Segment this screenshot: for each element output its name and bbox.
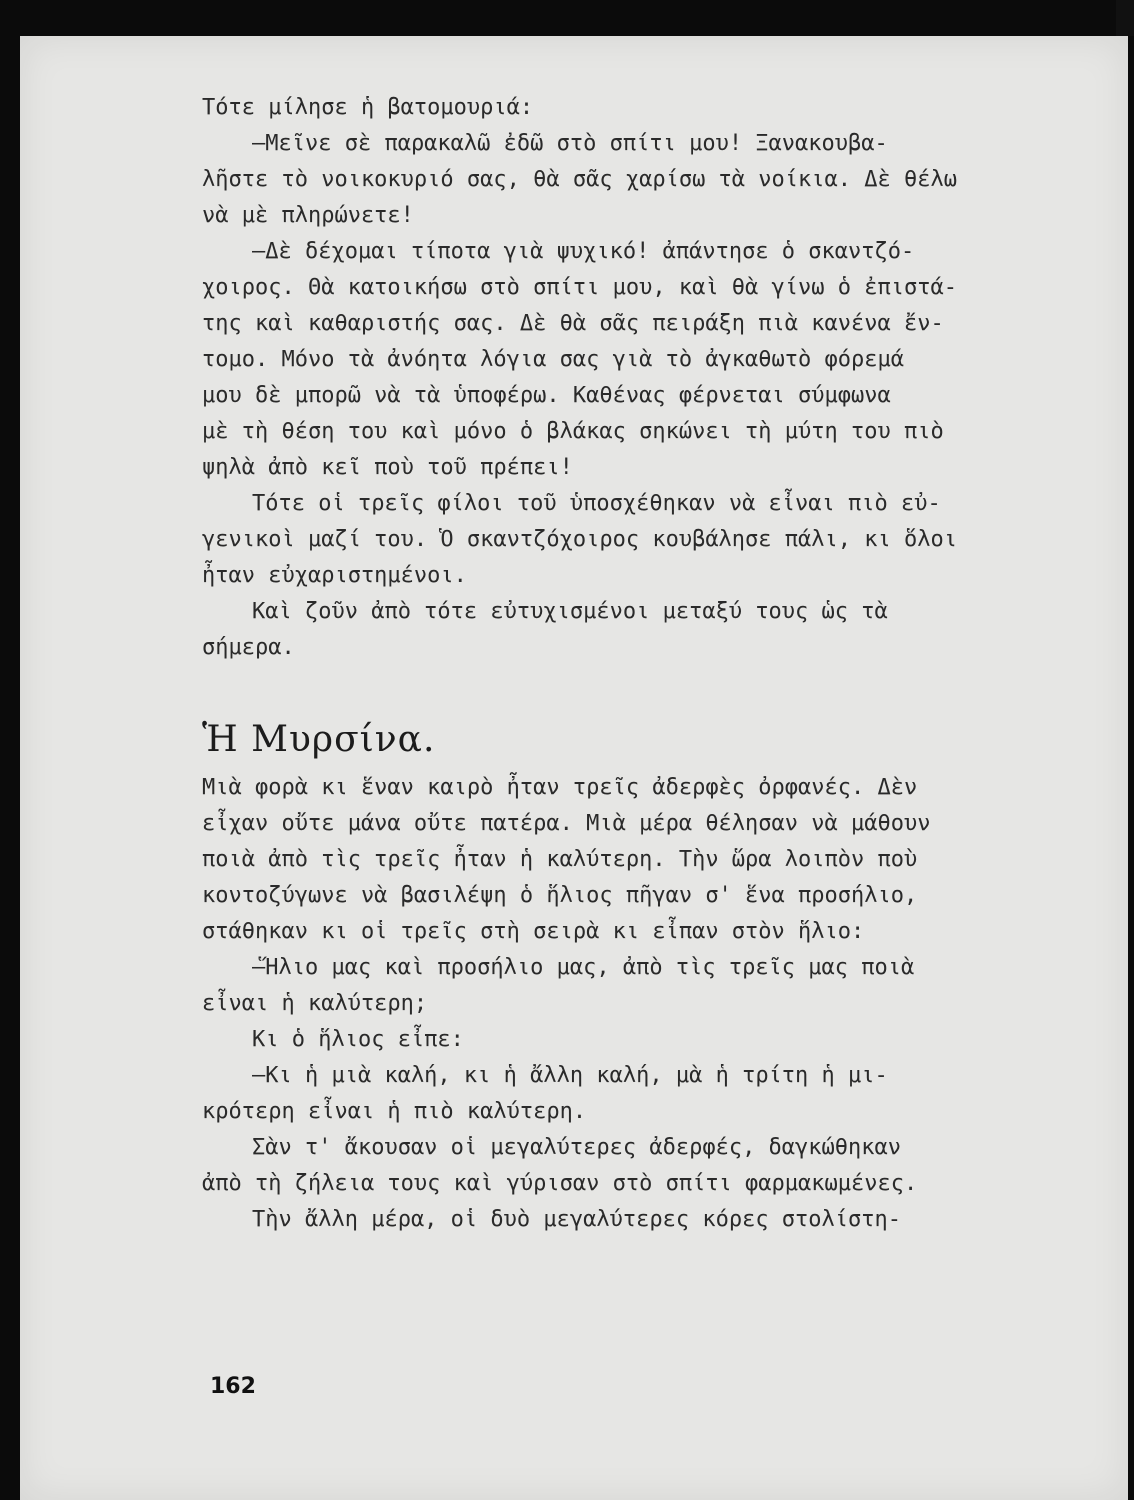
paragraph-line: Τότε οἱ τρεῖς φίλοι τοῦ ὑποσχέθηκαν νὰ εἶναι πιὸ εὐ- (252, 491, 941, 516)
scan-corner-mark (1116, 0, 1134, 36)
paragraph-line: σήμερα. (202, 635, 295, 660)
page-text (202, 90, 1018, 1238)
paragraph-line: χοιρος. Θὰ κατοικήσω στὸ σπίτι μου, καὶ θὰ γίνω ὁ ἐπιστά- (202, 275, 957, 300)
paragraph-line: Μιὰ φορὰ κι ἕναν καιρὸ ἦταν τρεῖς ἀδερφὲς ὀρφανές. Δὲν (202, 775, 918, 800)
paragraph-line: Σὰν τ' ἄκουσαν οἱ μεγαλύτερες ἀδερφές, δαγκώθηκαν (252, 1135, 902, 1160)
paragraph-line: Τὴν ἄλλη μέρα, οἱ δυὸ μεγαλύτερες κόρες στολίστη- (252, 1207, 902, 1232)
section-spacer (202, 666, 1018, 712)
paragraph-line: μὲ τὴ θέση του καὶ μόνο ὁ βλάκας σηκώνει τὴ μύτη του πιὸ (202, 419, 944, 444)
paragraph-line: κοντοζύγωνε νὰ βασιλέψη ὁ ἥλιος πῆγαν σ' ἕνα προσήλιο, (202, 883, 918, 908)
paragraph-line: νὰ μὲ πληρώνετε! (202, 203, 414, 228)
paragraph-line: —Κι ἡ μιὰ καλή, κι ἡ ἄλλη καλή, μὰ ἡ τρίτη ἡ μι- (252, 1063, 888, 1088)
paragraph-line: —Δὲ δέχομαι τίποτα γιὰ ψυχικό! ἀπάντησε ὁ σκαντζό- (252, 239, 915, 264)
paragraph-line: ποιὰ ἀπὸ τὶς τρεῖς ἦταν ἡ καλύτερη. Τὴν ὥρα λοιπὸν ποὺ (202, 847, 918, 872)
paragraph-line: Τότε μίλησε ἡ βατομουριά: (202, 95, 534, 120)
page-number: 162 (210, 1374, 256, 1399)
paragraph-line: τομο. Μόνο τὰ ἀνόητα λόγια σας γιὰ τὸ ἀγκαθωτὸ φόρεμά (202, 347, 904, 372)
paragraph-line: —Ἥλιο μας καὶ προσήλιο μας, ἀπὸ τὶς τρεῖς μας ποιὰ (252, 955, 915, 980)
paragraph-line: ἦταν εὐχαριστημένοι. (202, 563, 467, 588)
section-heading: Ἡ Μυρσίνα. (202, 719, 436, 760)
paragraph-line: —Μεῖνε σὲ παρακαλῶ ἐδῶ στὸ σπίτι μου! Ξανακουβα- (252, 131, 888, 156)
paragraph-line: ψηλὰ ἀπὸ κεῖ ποὺ τοῦ πρέπει! (202, 455, 573, 480)
paragraph-line: στάθηκαν κι οἱ τρεῖς στὴ σειρὰ κι εἶπαν στὸν ἥλιο: (202, 919, 865, 944)
paragraph-line: εἶναι ἡ καλύτερη; (202, 991, 428, 1016)
paragraph-line: της καὶ καθαριστής σας. Δὲ θὰ σᾶς πειράξη πιὰ κανένα ἔν- (202, 311, 944, 336)
paragraph-line: Κι ὁ ἥλιος εἶπε: (252, 1027, 464, 1052)
paragraph-line: κρότερη εἶναι ἡ πιὸ καλύτερη. (202, 1099, 587, 1124)
paragraph-line: λῆστε τὸ νοικοκυριό σας, θὰ σᾶς χαρίσω τὰ νοίκια. Δὲ θέλω (202, 167, 957, 192)
paragraph-line: ἀπὸ τὴ ζήλεια τους καὶ γύρισαν στὸ σπίτι φαρμακωμένες. (202, 1171, 918, 1196)
paragraph-line: Καὶ ζοῦν ἀπὸ τότε εὐτυχισμένοι μεταξύ τους ὡς τὰ (252, 599, 888, 624)
paragraph-line: γενικοὶ μαζί του. Ὁ σκαντζόχοιρος κουβάλησε πάλι, κι ὅλοι (202, 527, 957, 552)
paragraph-line: εἶχαν οὔτε μάνα οὔτε πατέρα. Μιὰ μέρα θέλησαν νὰ μάθουν (202, 811, 931, 836)
paragraph-line: μου δὲ μπορῶ νὰ τὰ ὑποφέρω. Καθένας φέρνεται σύμφωνα (202, 383, 891, 408)
